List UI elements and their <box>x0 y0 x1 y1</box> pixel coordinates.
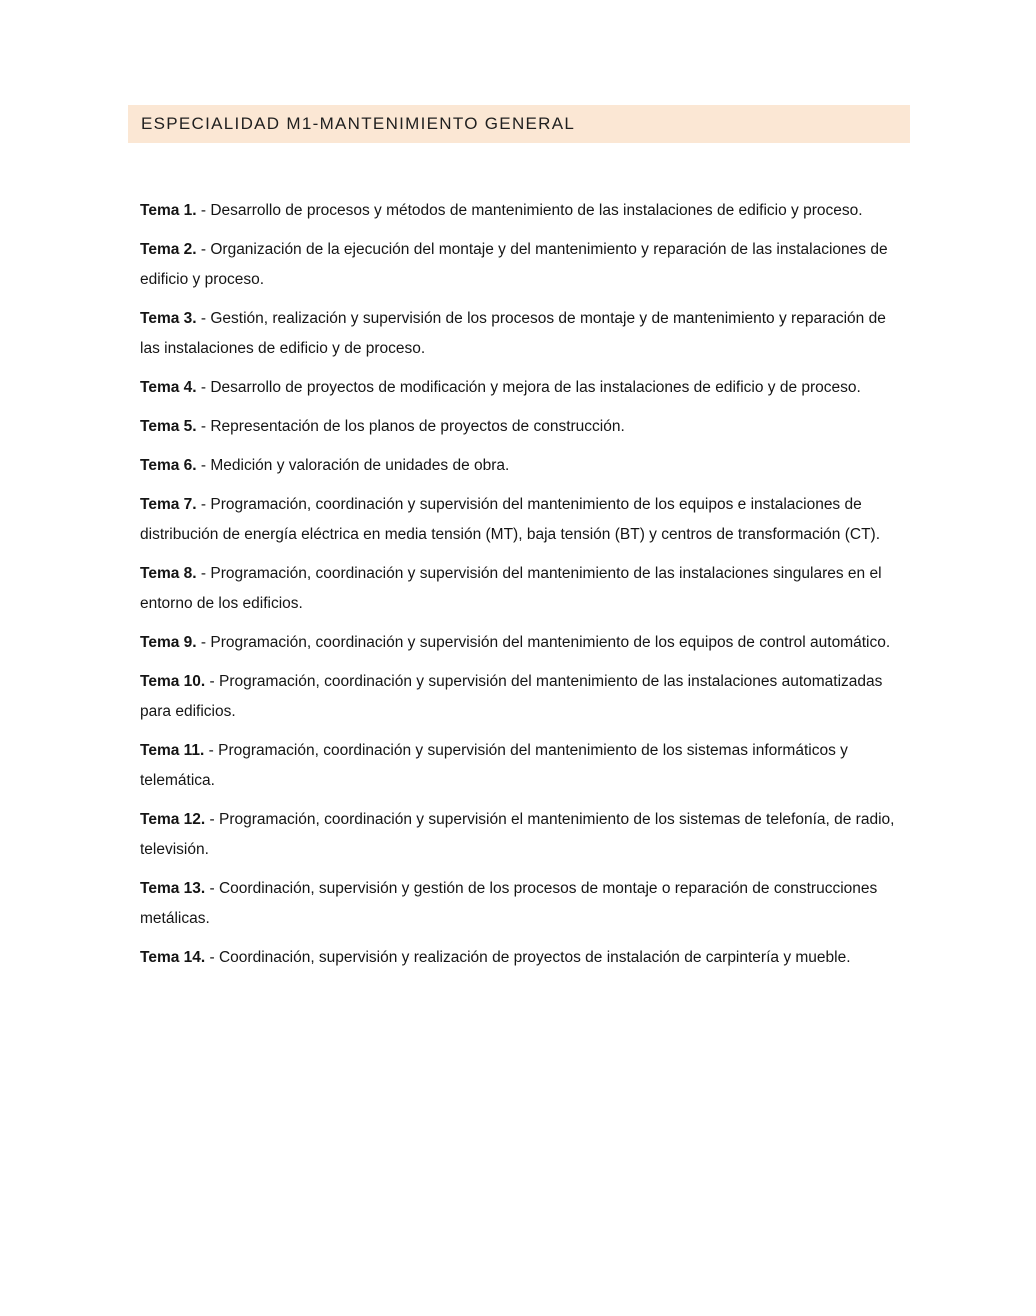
tema-item <box>140 304 908 364</box>
tema-item <box>140 667 908 727</box>
tema-label: Tema 11. <box>140 742 205 759</box>
tema-item <box>140 628 908 658</box>
tema-label: Tema 5. <box>140 418 197 435</box>
tema-text: - Desarrollo de proyectos de modificación y mejora de las instalaciones de edificio y de proceso. <box>196 379 861 396</box>
tema-label: Tema 6. <box>140 457 197 474</box>
section-title: ESPECIALIDAD M1-MANTENIMIENTO GENERAL <box>141 114 576 133</box>
tema-item <box>140 451 908 481</box>
tema-text: - Programación, coordinación y supervisión del mantenimiento de los equipos e instalaciones de distribución de energía eléctrica en media tensión (MT), baja tensión (BT) y centros de transformación (CT). <box>140 496 881 543</box>
tema-item <box>140 943 908 973</box>
tema-item <box>140 805 908 865</box>
tema-item <box>140 373 908 403</box>
tema-item <box>140 490 908 550</box>
tema-text: - Organización de la ejecución del montaje y del mantenimiento y reparación de las instalaciones de edificio y proceso. <box>140 241 888 288</box>
tema-text: - Medición y valoración de unidades de obra. <box>196 457 510 474</box>
tema-item <box>140 736 908 796</box>
tema-label: Tema 3. <box>140 310 197 327</box>
tema-label: Tema 4. <box>140 379 197 396</box>
tema-text: - Representación de los planos de proyectos de construcción. <box>196 418 625 435</box>
tema-text: - Programación, coordinación y supervisión del mantenimiento de los equipos de control automático. <box>196 634 891 651</box>
tema-text: - Coordinación, supervisión y gestión de los procesos de montaje o reparación de construcciones metálicas. <box>140 880 878 927</box>
tema-item <box>140 196 908 226</box>
tema-label: Tema 2. <box>140 241 197 258</box>
tema-label: Tema 14. <box>140 949 206 966</box>
tema-item <box>140 559 908 619</box>
tema-text: - Programación, coordinación y supervisión del mantenimiento de las instalaciones automatizadas para edificios. <box>140 673 883 720</box>
tema-list <box>140 196 908 982</box>
tema-label: Tema 13. <box>140 880 206 897</box>
section-header-bar <box>128 105 910 143</box>
tema-label: Tema 10. <box>140 673 206 690</box>
tema-label: Tema 1. <box>140 202 197 219</box>
tema-text: - Desarrollo de procesos y métodos de mantenimiento de las instalaciones de edificio y proceso. <box>196 202 863 219</box>
tema-text: - Programación, coordinación y supervisión del mantenimiento de las instalaciones singulares en el entorno de los edificios. <box>140 565 882 612</box>
tema-item <box>140 235 908 295</box>
tema-label: Tema 12. <box>140 811 206 828</box>
tema-item <box>140 412 908 442</box>
tema-item <box>140 874 908 934</box>
tema-text: - Gestión, realización y supervisión de los procesos de montaje y de mantenimiento y reparación de las instalaciones de edificio y de proceso. <box>140 310 886 357</box>
tema-text: - Programación, coordinación y supervisión el mantenimiento de los sistemas de telefonía, de radio, televisión. <box>140 811 895 858</box>
tema-text: - Programación, coordinación y supervisión del mantenimiento de los sistemas informáticos y telemática. <box>140 742 848 789</box>
tema-text: - Coordinación, supervisión y realización de proyectos de instalación de carpintería y mueble. <box>205 949 851 966</box>
tema-label: Tema 9. <box>140 634 197 651</box>
tema-label: Tema 8. <box>140 565 197 582</box>
tema-label: Tema 7. <box>140 496 197 513</box>
